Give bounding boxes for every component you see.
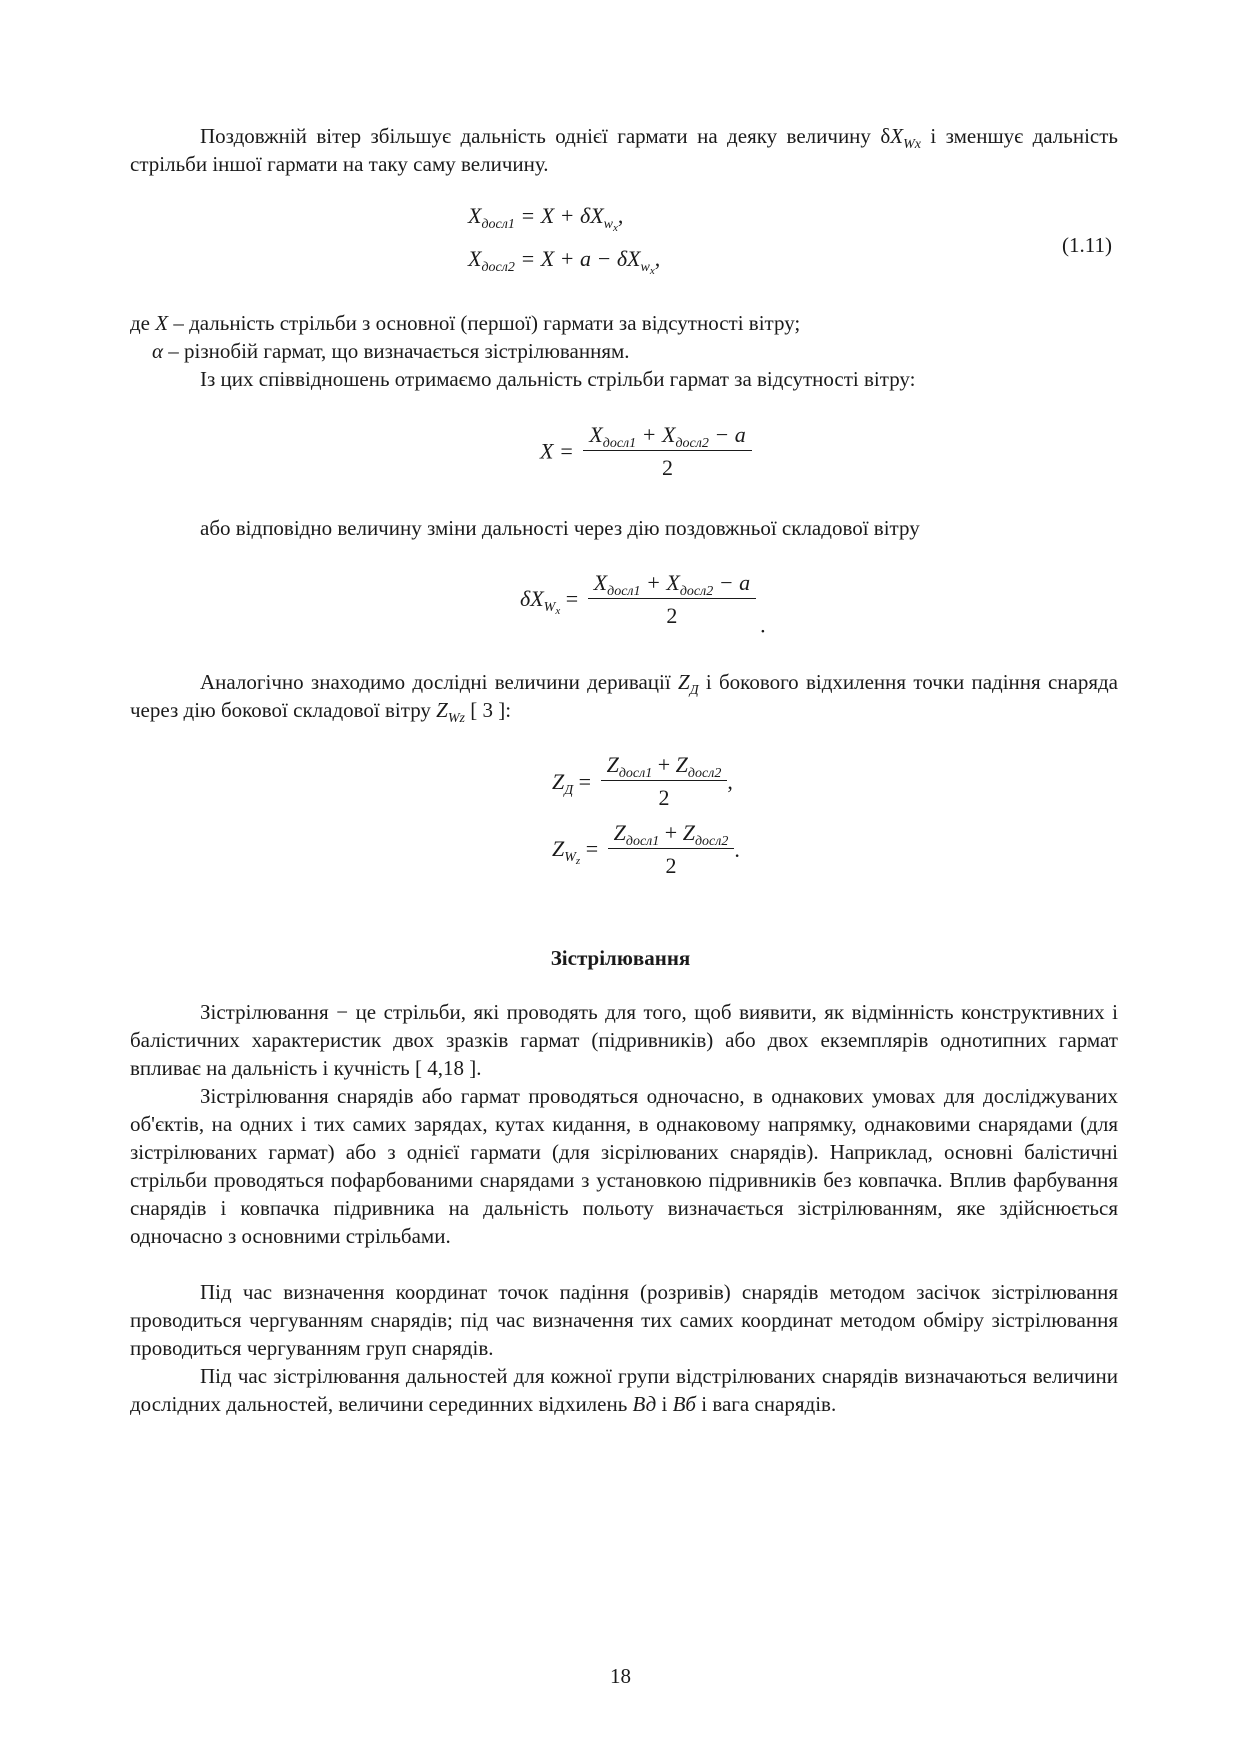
paragraph-definition: Зістрілювання − це стрільби, які проводять для того, щоб виявити, як відмінність конструктивних і балістичних характеристик двох зразків гармат (підривників) або двох екземплярів однотипних гармат впливає на дальність і кучність [ 4,18 ].: [130, 1000, 1118, 1080]
equation-range-no-wind: X = $\frac{X_{досл1} + X_{досл2} - a}{2}$: [540, 424, 756, 479]
equation-derivation: $Z_Д$ = $\frac{Z_{досл1} + Z_{досл2}}{2}$ ,: [552, 752, 733, 810]
definition-x: де X – дальність стрільби з основної (першої) гармати за відсутності вітру;: [130, 311, 801, 335]
paragraph-from-relations: Із цих співвідношень отримаємо дальність стрільби гармат за відсутності вітру:: [200, 367, 916, 391]
equation-lateral-deviation: $Z_{W_z}$ = $\frac{Z_{досл1} + Z_{досл2}}{2}$ .: [552, 820, 740, 878]
equation-range-change: $\delta X_{W_x}$ = $\frac{X_{досл1} + X_{досл2} - a}{2}$ .: [520, 570, 766, 638]
equation-1-11-line-1: $X_{досл1} = X + \delta X_{w_x}$,: [468, 203, 624, 234]
paragraph-longitudinal-wind: Поздовжній вітер збільшує дальність однієї гармати на деяку величину $\delta X_{Wx}$ і зменшує дальність стрільби іншої гармати на таку саму величину.: [130, 124, 1118, 176]
definition-alpha: α – різнобій гармат, що визначається зістрілюванням.: [152, 339, 630, 363]
paragraph-conditions: Зістрілювання снарядів або гармат проводяться одночасно, в однакових умовах для досліджуваних об'єктів, на одних і тих самих зарядах, кутах кидання, в однаковому напрямку, однаковими снарядами (для зістрілюваних гармат) або з однієї гармати (для зісрілюваних снарядів). Наприклад, основні балістичні стрільби проводяться пофарбованими снарядами з установкою підривників без ковпачка. Вплив фарбування снарядів і ковпачка підривника на дальність польоту визначається зістрілюванням, яке здійснюється одночасно з основними стрільбами.: [130, 1084, 1118, 1248]
equation-1-11-line-2: $X_{досл2} = X + a - \delta X_{w_x}$,: [468, 246, 661, 277]
section-heading: Зістрілювання: [550, 946, 691, 970]
paragraph-coordinates: Під час визначення координат точок падіння (розривів) снарядів методом засічок зістрілювання проводиться чергуванням снарядів; під час визначення тих самих координат методом обміру зістрілювання проводиться чергуванням груп снарядів.: [130, 1280, 1118, 1360]
paragraph-range-groups: Під час зістрілювання дальностей для кожної групи відстрілюваних снарядів визначаються величини дослідних дальностей, величини серединних відхилень Вд і Вб і вага снарядів.: [130, 1364, 1118, 1416]
equation-number: (1.11): [1062, 233, 1112, 257]
paragraph-range-change: або відповідно величину зміни дальності через дію поздовжньої складової вітру: [200, 516, 920, 540]
page-number: 18: [610, 1664, 631, 1688]
paragraph-derivation: Аналогічно знаходимо дослідні величини деривації $Z_Д$ і бокового відхилення точки падіння снаряда через дію бокової складової вітру $Z_{Wz}$ [ 3 ]:: [130, 670, 1118, 726]
